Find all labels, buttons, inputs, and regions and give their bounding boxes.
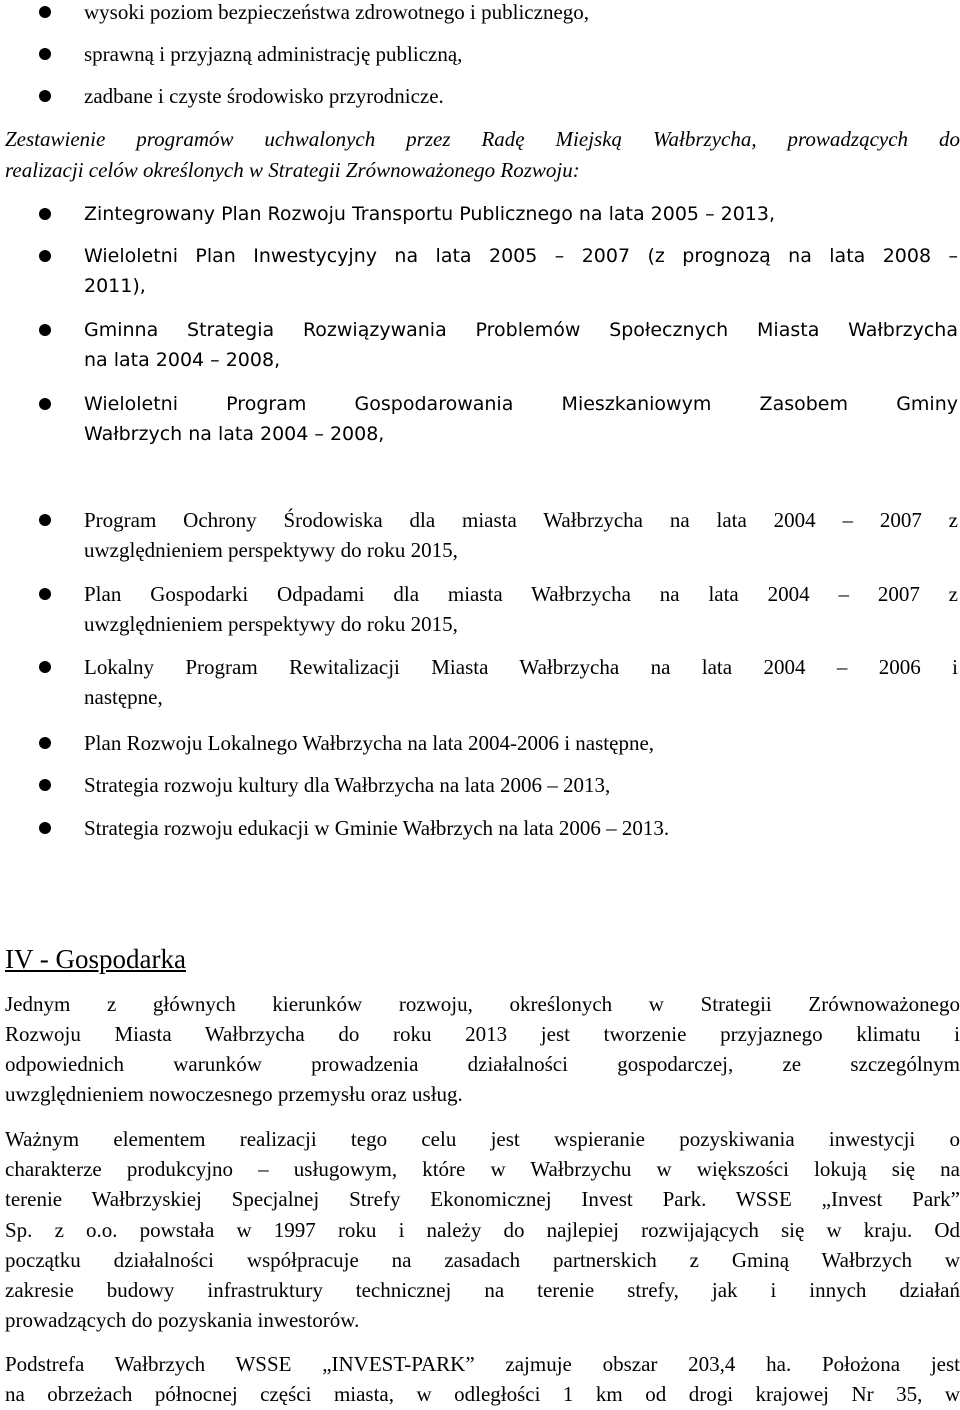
list-item: sprawną i przyjazną administrację publiczną, [84,42,463,66]
list-item: Gminna Strategia Rozwiązywania Problemów Społecznych Miasta Wałbrzycha [84,319,958,341]
list-item-continuation: następne, [84,685,163,709]
bullet-icon [39,90,51,102]
bullet-icon [39,514,51,526]
list-item-continuation: na lata 2004 – 2008, [84,349,281,371]
list-item-continuation: uwzględnieniem perspektywy do roku 2015, [84,538,458,562]
paragraph-line: początku działalności współpracuje na zasadach partnerskich z Gminą Wałbrzych w [5,1248,960,1272]
paragraph-line: prowadzących do pozyskania inwestorów. [5,1308,360,1332]
bullet-icon [39,588,51,600]
bullet-icon [39,661,51,673]
list-item: zadbane i czyste środowisko przyrodnicze. [84,84,444,108]
paragraph-line: uwzględnieniem nowoczesnego przemysłu oraz usług. [5,1082,463,1106]
bullet-icon [39,6,51,18]
section-heading: IV - Gospodarka [5,944,186,974]
intro-line-1: Zestawienie programów uchwalonych przez Radę Miejską Wałbrzycha, prowadzących do [5,127,960,151]
paragraph-line: terenie Wałbrzyskiej Specjalnej Strefy Ekonomicznej Invest Park. WSSE „Invest Park” [5,1187,960,1211]
list-item: Plan Rozwoju Lokalnego Wałbrzycha na lata 2004-2006 i następne, [84,731,655,755]
paragraph-line: Jednym z głównych kierunków rozwoju, określonych w Strategii Zrównoważonego [5,992,960,1016]
list-item: Zintegrowany Plan Rozwoju Transportu Publicznego na lata 2005 – 2013, [84,203,775,225]
paragraph-line: charakterze produkcyjno – usługowym, które w Wałbrzychu w większości lokują się na [5,1157,960,1181]
paragraph-line: Sp. z o.o. powstała w 1997 roku i należy do najlepiej rozwijających się w kraju. Od [5,1218,960,1242]
bullet-icon [39,250,51,262]
list-item: Wieloletni Program Gospodarowania Mieszkaniowym Zasobem Gminy [84,393,958,415]
list-item: Strategia rozwoju kultury dla Wałbrzycha na lata 2006 – 2013, [84,773,611,797]
list-item: Program Ochrony Środowiska dla miasta Wałbrzycha na lata 2004 – 2007 z [84,508,958,532]
list-item-continuation: uwzględnieniem perspektywy do roku 2015, [84,612,458,636]
list-item-continuation: Wałbrzych na lata 2004 – 2008, [84,423,385,445]
intro-line-2: realizacji celów określonych w Strategii Zrównoważonego Rozwoju: [5,158,580,182]
paragraph-line: Rozwoju Miasta Wałbrzycha do roku 2013 jest tworzenie przyjaznego klimatu i [5,1022,960,1046]
list-item: Plan Gospodarki Odpadami dla miasta Wałbrzycha na lata 2004 – 2007 z [84,582,958,606]
bullet-icon [39,208,51,220]
bullet-icon [39,822,51,834]
bullet-icon [39,324,51,336]
paragraph-line: odpowiednich warunków prowadzenia działalności gospodarczej, ze szczególnym [5,1052,960,1076]
paragraph-line: zakresie budowy infrastruktury technicznej na terenie strefy, jak i innych działań [5,1278,960,1302]
bullet-icon [39,398,51,410]
list-item: Lokalny Program Rewitalizacji Miasta Wałbrzycha na lata 2004 – 2006 i [84,655,958,679]
bullet-icon [39,48,51,60]
paragraph-line: Ważnym elementem realizacji tego celu jest wspieranie pozyskiwania inwestycji o [5,1127,960,1151]
list-item-continuation: 2011), [84,275,146,297]
list-item: Strategia rozwoju edukacji w Gminie Wałbrzych na lata 2006 – 2013. [84,816,670,840]
paragraph-line: na obrzeżach północnej części miasta, w odległości 1 km od drogi krajowej Nr 35, w [5,1382,960,1406]
bullet-icon [39,779,51,791]
bullet-icon [39,737,51,749]
list-item: wysoki poziom bezpieczeństwa zdrowotnego i publicznego, [84,0,590,24]
paragraph-line: Podstrefa Wałbrzych WSSE „INVEST-PARK” zajmuje obszar 203,4 ha. Położona jest [5,1352,960,1376]
list-item: Wieloletni Plan Inwestycyjny na lata 2005 – 2007 (z prognozą na lata 2008 – [84,245,958,267]
